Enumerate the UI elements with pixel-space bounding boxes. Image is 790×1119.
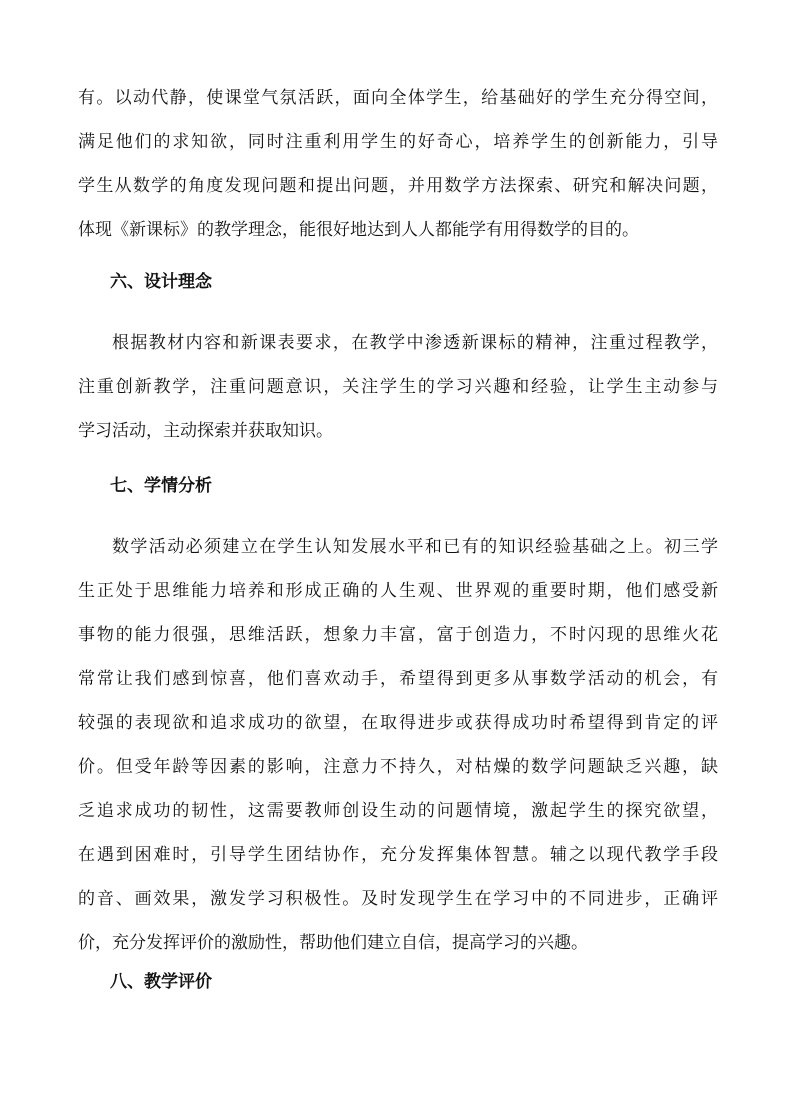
paragraph-design-concept — [78, 321, 718, 453]
heading-design-concept: 六、设计理念 — [110, 272, 212, 292]
text-line: 学习活动，主动探索并获取知识。 — [78, 421, 333, 441]
text-line: 乏追求成功的韧性，这需要教师创设生动的问题情境，激起学生的探究欲望， — [78, 801, 718, 821]
text-line: 事物的能力很强，思维活跃，想象力丰富，富于创造力，不时闪现的思维火花 — [78, 625, 718, 645]
text-line: 根据教材内容和新课表要求，在教学中渗透新课标的精神，注重过程教学， — [112, 333, 718, 353]
text-line: 在遇到困难时，引导学生团结协作，充分发挥集体智慧。辅之以现代教学手段 — [78, 845, 718, 865]
text-line: 学生从数学的角度发现问题和提出问题，并用数学方法探索、研究和解决问题， — [78, 176, 718, 196]
heading-learner-analysis: 七、学情分析 — [110, 476, 212, 496]
text-line: 注重创新教学，注重问题意识，关注学生的学习兴趣和经验，让学生主动参与 — [78, 377, 718, 397]
text-line: 的音、画效果，激发学习积极性。及时发现学生在学习中的不同进步，正确评 — [78, 889, 718, 909]
paragraph-intro — [78, 76, 718, 252]
text-line: 价。但受年龄等因素的影响，注意力不持久，对枯燥的数学问题缺乏兴趣，缺 — [78, 757, 718, 777]
text-line: 有。以动代静，使课堂气氛活跃，面向全体学生，给基础好的学生充分得空间， — [78, 88, 718, 108]
text-line: 生正处于思维能力培养和形成正确的人生观、世界观的重要时期，他们感受新 — [78, 581, 718, 601]
text-line: 较强的表现欲和追求成功的欲望，在取得进步或获得成功时希望得到肯定的评 — [78, 713, 718, 733]
text-line: 常常让我们感到惊喜，他们喜欢动手，希望得到更多从事数学活动的机会，有 — [78, 669, 718, 689]
heading-teaching-evaluation: 八、教学评价 — [110, 972, 212, 992]
text-line: 价，充分发挥评价的激励性，帮助他们建立自信，提高学习的兴趣。 — [78, 933, 588, 953]
text-line: 满足他们的求知欲，同时注重利用学生的好奇心，培养学生的创新能力，引导 — [78, 132, 718, 152]
text-line: 数学活动必须建立在学生认知发展水平和已有的知识经验基础之上。初三学 — [112, 537, 718, 557]
text-line: 体现《新课标》的教学理念，能很好地达到人人都能学有用得数学的目的。 — [78, 220, 639, 240]
paragraph-learner-analysis — [78, 525, 718, 965]
